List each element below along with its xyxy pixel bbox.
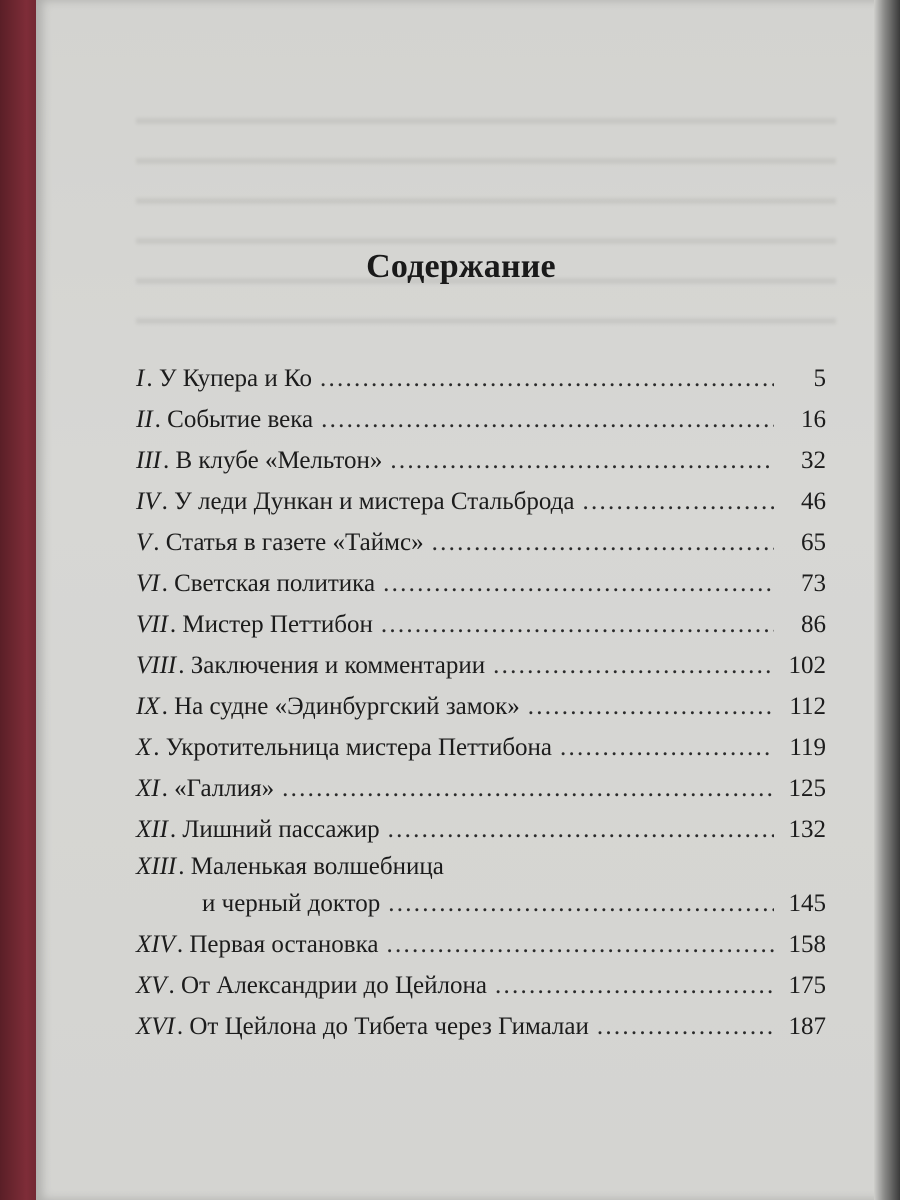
leader-dots	[390, 440, 774, 481]
leader-dots	[493, 645, 774, 686]
toc-entry: XIV. Первая остановка . . . 158	[136, 924, 826, 965]
chapter-title: Лишний пассажир	[182, 816, 380, 843]
chapter-number: IX	[136, 693, 160, 720]
chapter-title: Статья в газете «Таймс»	[165, 529, 424, 556]
chapter-number: VII	[136, 611, 168, 638]
show-through-text	[136, 100, 836, 340]
page-number: 187	[788, 1013, 826, 1040]
chapter-title: Укротительница мистера Петтибона	[165, 734, 553, 761]
leader-dots	[386, 924, 774, 965]
chapter-number: XV	[136, 972, 167, 999]
page-number: 132	[788, 816, 826, 843]
toc-entry: V. Статья в газете «Таймс» . . . 65	[136, 522, 826, 563]
toc-entry: III. В клубе «Мельтон» . . . 32	[136, 440, 826, 481]
page-number: 16	[801, 406, 826, 433]
page-stack-edge	[874, 0, 900, 1200]
leader-dots	[383, 563, 774, 604]
toc-entry: IX. На судне «Эдинбургский замок» . . . 112	[136, 686, 826, 727]
chapter-number: II	[136, 406, 153, 433]
leader-dots	[582, 481, 774, 522]
chapter-number: VI	[136, 570, 160, 597]
chapter-title: У леди Дункан и мистера Стальброда	[174, 488, 575, 515]
toc-entry: VII. Мистер Петтибон . . . 86	[136, 604, 826, 645]
page-number: 65	[801, 529, 826, 556]
chapter-title: От Цейлона до Тибета через Гималаи	[189, 1013, 589, 1040]
leader-dots	[282, 768, 774, 809]
chapter-number: IV	[136, 488, 160, 515]
chapter-number: III	[136, 447, 161, 474]
page-number: 175	[788, 972, 826, 999]
leader-dots	[321, 399, 774, 440]
leader-dots	[432, 522, 774, 563]
chapter-title: «Галлия»	[174, 775, 275, 802]
toc-entry: VI. Светская политика . . . 73	[136, 563, 826, 604]
page-number: 145	[788, 890, 826, 917]
chapter-number: V	[136, 529, 152, 556]
page-number: 5	[813, 365, 826, 392]
chapter-title: Событие века	[167, 406, 314, 433]
leader-dots	[528, 686, 774, 727]
leader-dots	[388, 884, 774, 924]
toc-entry: X. Укротительница мистера Петтибона . . . 119	[136, 727, 826, 768]
page-number: 102	[788, 652, 826, 679]
toc-entry: VIII. Заключения и комментарии . . . 102	[136, 645, 826, 686]
chapter-number: XIII	[136, 853, 177, 880]
toc-entry: II. Событие века . . . 16	[136, 399, 826, 440]
page-number: 86	[801, 611, 826, 638]
toc-entry: XIII. Маленькая волшебница и черный доктор . . . 145	[136, 850, 826, 924]
toc-entry: I. У Купера и Ко . . . 5	[136, 358, 826, 399]
chapter-title: На судне «Эдинбургский замок»	[174, 693, 520, 720]
chapter-number: XII	[136, 816, 168, 843]
page-number: 125	[788, 775, 826, 802]
chapter-title: У Купера и Ко	[158, 365, 312, 392]
leader-dots	[381, 604, 774, 645]
table-of-contents	[136, 358, 826, 1047]
toc-entry: XVI. От Цейлона до Тибета через Гималаи . . . 187	[136, 1006, 826, 1047]
page-number: 46	[801, 488, 826, 515]
toc-entry: XII. Лишний пассажир . . . 132	[136, 809, 826, 850]
leader-dots	[560, 727, 774, 768]
chapter-number: XI	[136, 775, 160, 802]
chapter-title: Заключения и комментарии	[190, 652, 486, 679]
page-title: Содержание	[366, 248, 556, 285]
toc-entry: XV. От Александрии до Цейлона . . . 175	[136, 965, 826, 1006]
page-number: 112	[789, 693, 826, 720]
chapter-number: VIII	[136, 652, 177, 679]
leader-dots	[495, 965, 774, 1006]
chapter-title: Первая остановка	[189, 931, 379, 958]
chapter-title: От Александрии до Цейлона	[181, 972, 487, 999]
leader-dots	[597, 1006, 774, 1047]
leader-dots	[388, 809, 774, 850]
chapter-number: XVI	[136, 1013, 175, 1040]
page-number: 32	[801, 447, 826, 474]
page-number: 158	[788, 931, 826, 958]
toc-entry: IV. У леди Дункан и мистера Стальброда . . . 46	[136, 481, 826, 522]
chapter-title: В клубе «Мельтон»	[175, 447, 383, 474]
toc-entry: XI. «Галлия» . . . 125	[136, 768, 826, 809]
chapter-title: Светская политика	[174, 570, 376, 597]
chapter-number: X	[136, 734, 152, 761]
leader-dots	[320, 358, 774, 399]
book-page	[36, 0, 886, 1200]
chapter-title-continued: и черный доктор	[202, 890, 381, 917]
page-number: 73	[801, 570, 826, 597]
page-number: 119	[789, 734, 826, 761]
chapter-number: I	[136, 365, 145, 392]
chapter-title: Маленькая волшебница	[190, 853, 444, 880]
chapter-title: Мистер Петтибон	[182, 611, 373, 638]
chapter-number: XIV	[136, 931, 175, 958]
